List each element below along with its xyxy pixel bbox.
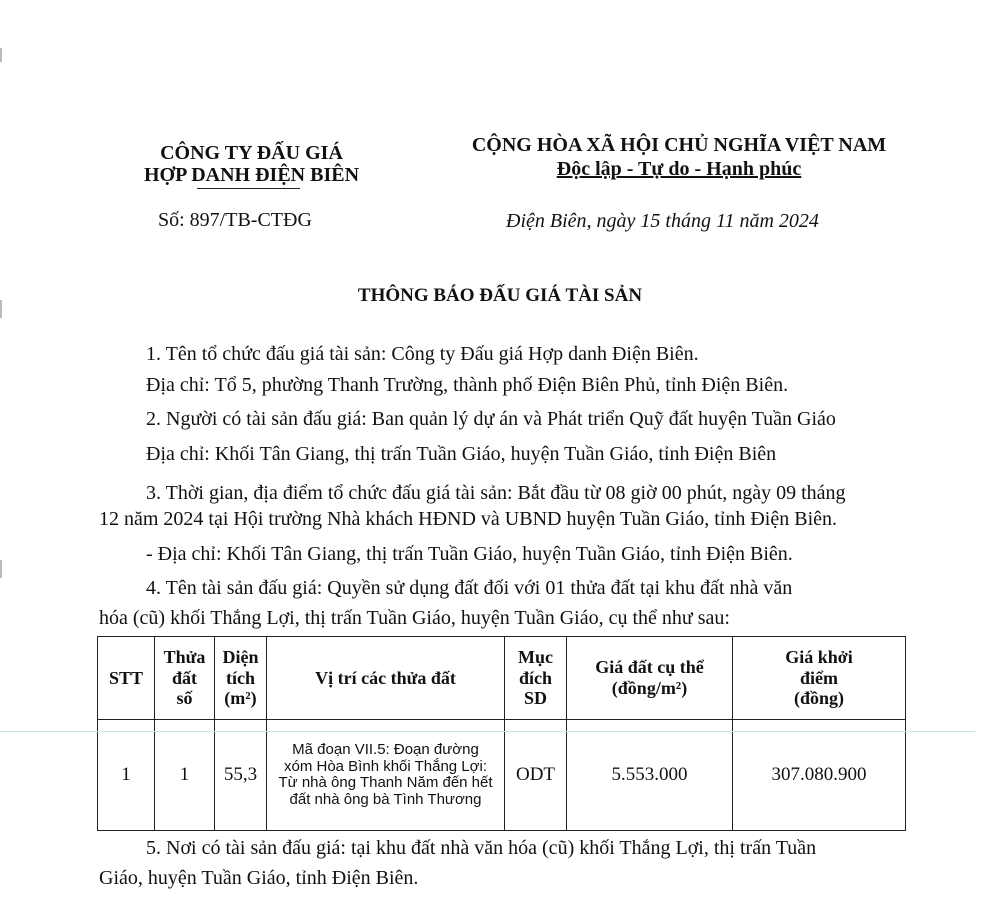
section-3-line2: 12 năm 2024 tại Hội trường Nhà khách HĐND và UBND huyện Tuần Giáo, tỉnh Điện Biên. xyxy=(99,508,837,530)
org-name-line1: CÔNG TY ĐẤU GIÁ xyxy=(160,142,343,164)
cell-starting-price: 307.080.900 xyxy=(733,720,906,831)
org-name-line2: HỢP DANH ĐIỆN BIÊN xyxy=(143,164,360,186)
header-area: Diện tích (m²) xyxy=(215,637,267,720)
header-land-use: Mục đích SD xyxy=(505,637,567,720)
header-starting-price: Giá khởi điểm (đồng) xyxy=(733,637,906,720)
section-2-address: Địa chỉ: Khối Tân Giang, thị trấn Tuần Giáo, huyện Tuần Giáo, tỉnh Điện Biên xyxy=(146,443,777,465)
header-stt: STT xyxy=(98,637,155,720)
cell-unit-price: 5.553.000 xyxy=(567,720,733,831)
cell-location: Mã đoạn VII.5: Đoạn đường xóm Hòa Bình khối Thắng Lợi: Từ nhà ông Thanh Năm đến hết đất nhà ông bà Tình Thương xyxy=(267,720,505,831)
document-title: THÔNG BÁO ĐẤU GIÁ TÀI SẢN xyxy=(357,285,643,306)
org-underline xyxy=(197,188,300,189)
section-4-line2: hóa (cũ) khối Thắng Lợi, thị trấn Tuần Giáo, huyện Tuần Giáo, cụ thể như sau: xyxy=(99,607,730,629)
scan-edge-mark xyxy=(0,48,2,62)
header-unit-price: Giá đất cụ thể (đồng/m²) xyxy=(567,637,733,720)
cell-area: 55,3 xyxy=(215,720,267,831)
header-parcel-number: Thửa đất số xyxy=(155,637,215,720)
section-3-line1: 3. Thời gian, địa điểm tổ chức đấu giá tài sản: Bắt đầu từ 08 giờ 00 phút, ngày 09 tháng xyxy=(146,482,846,504)
scan-edge-mark xyxy=(0,300,2,318)
section-4-line1: 4. Tên tài sản đấu giá: Quyền sử dụng đất đối với 01 thửa đất tại khu đất nhà văn xyxy=(146,577,793,599)
section-5-line2: Giáo, huyện Tuần Giáo, tỉnh Điện Biên. xyxy=(99,867,419,889)
doc-number: Số: 897/TB-CTĐG xyxy=(158,209,312,231)
nation-title: CỘNG HÒA XÃ HỘI CHỦ NGHĨA VIỆT NAM xyxy=(471,134,887,156)
section-2: 2. Người có tài sản đấu giá: Ban quản lý dự án và Phát triển Quỹ đất huyện Tuần Giáo xyxy=(146,408,836,430)
nation-motto: Độc lập - Tự do - Hạnh phúc xyxy=(556,158,802,180)
table-header-row xyxy=(98,637,906,720)
cell-stt: 1 xyxy=(98,720,155,831)
asset-table xyxy=(97,636,906,831)
date-place: Điện Biên, ngày 15 tháng 11 năm 2024 xyxy=(506,210,819,232)
header-location: Vị trí các thửa đất xyxy=(267,637,505,720)
table-row xyxy=(98,720,906,831)
section-1: 1. Tên tổ chức đấu giá tài sản: Công ty Đấu giá Hợp danh Điện Biên. xyxy=(146,343,699,365)
cell-parcel-number: 1 xyxy=(155,720,215,831)
cell-land-use: ODT xyxy=(505,720,567,831)
scan-line xyxy=(0,731,975,732)
section-1-address: Địa chỉ: Tổ 5, phường Thanh Trường, thành phố Điện Biên Phủ, tỉnh Điện Biên. xyxy=(146,374,789,396)
section-5-line1: 5. Nơi có tài sản đấu giá: tại khu đất nhà văn hóa (cũ) khối Thắng Lợi, thị trấn Tuần xyxy=(146,837,817,859)
scan-edge-mark xyxy=(0,560,2,578)
section-3-address: - Địa chỉ: Khối Tân Giang, thị trấn Tuần Giáo, huyện Tuần Giáo, tỉnh Điện Biên. xyxy=(146,543,793,565)
